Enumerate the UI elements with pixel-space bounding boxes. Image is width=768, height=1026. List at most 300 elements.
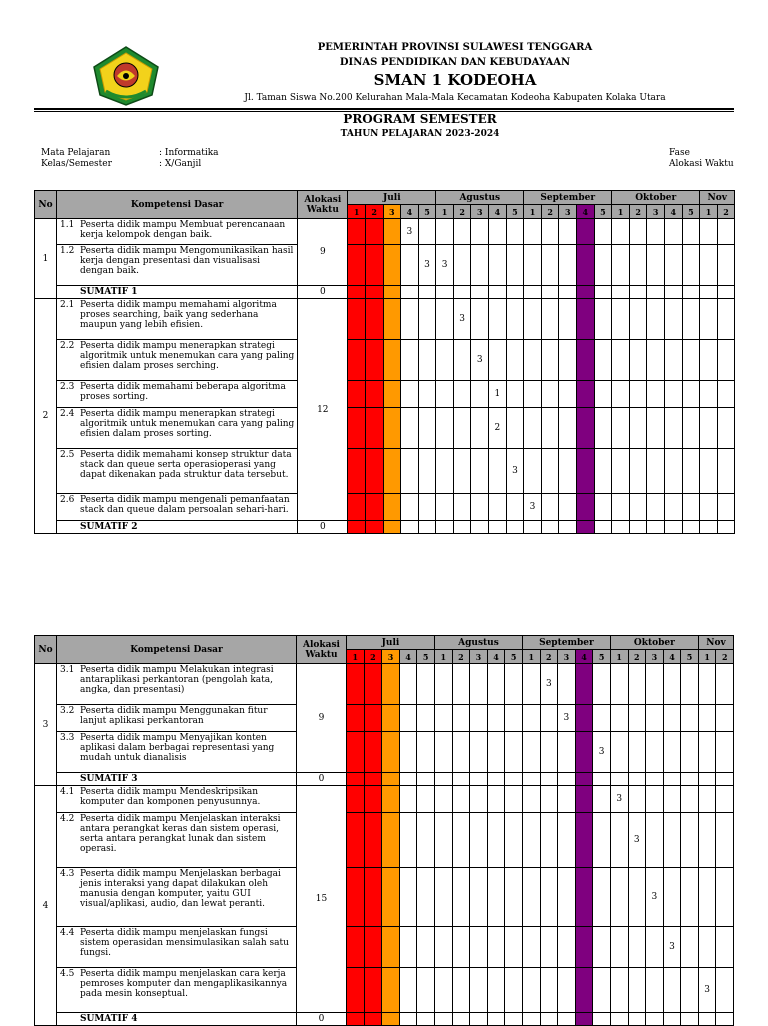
week-cell [365, 381, 383, 408]
week-cell [559, 219, 577, 245]
month-header: Agustus [434, 636, 522, 650]
week-cell [487, 927, 505, 968]
month-header: Nov [698, 636, 733, 650]
kd-text: Peserta didik memahami konsep struktur data stack dan queue serta operasioperasi yang dapat dikenakan pada struktur data tersebut. [80, 450, 292, 480]
week-cell [629, 521, 647, 534]
week-cell [610, 813, 628, 868]
week-cell [540, 927, 558, 968]
week-cell [559, 245, 577, 286]
week-cell [629, 408, 647, 449]
week-header: 3 [559, 205, 577, 219]
week-cell [559, 381, 577, 408]
week-cell [453, 219, 471, 245]
month-header: September [522, 636, 610, 650]
kd-code: 3.1 [60, 665, 75, 675]
week-cell [382, 732, 400, 773]
week-cell [452, 773, 470, 786]
week-cell [436, 408, 454, 449]
week-cell [717, 408, 735, 449]
col-header-alokasi: Alokasi Waktu [298, 191, 348, 219]
document-title: PROGRAM SEMESTER [343, 112, 497, 126]
week-cell: 3 [418, 245, 436, 286]
table-row [35, 521, 735, 534]
week-cell: 1 [489, 381, 507, 408]
week-header: 5 [418, 205, 436, 219]
week-cell: 3 [453, 299, 471, 340]
week-cell [365, 286, 383, 299]
week-cell [401, 521, 419, 534]
week-cell [577, 381, 595, 408]
week-cell [698, 868, 716, 927]
week-cell [383, 449, 401, 494]
table-row [35, 245, 735, 286]
week-cell [698, 813, 716, 868]
week-cell [612, 340, 630, 381]
week-cell [453, 521, 471, 534]
week-cell [436, 381, 454, 408]
week-cell [577, 494, 595, 521]
week-cell [489, 340, 507, 381]
week-cell [665, 494, 683, 521]
week-cell [682, 521, 700, 534]
week-cell [383, 521, 401, 534]
week-cell [681, 705, 699, 732]
week-cell [348, 299, 366, 340]
school-name: SMAN 1 KODEOHA [373, 71, 537, 89]
week-cell [716, 927, 734, 968]
week-cell [382, 786, 400, 813]
kd-item [57, 813, 297, 868]
kd-text: Peserta didik mampu menerapkan strategi algoritmik untuk menemukan cara yang paling efisien dalam proses sorting. [80, 409, 295, 439]
week-cell [434, 664, 452, 705]
week-cell [647, 381, 665, 408]
week-cell [470, 705, 488, 732]
group-number: 3 [35, 664, 57, 786]
week-header: 3 [646, 650, 664, 664]
table-row [35, 813, 734, 868]
sumatif-value: 0 [298, 286, 348, 299]
week-cell [418, 408, 436, 449]
week-cell [470, 813, 488, 868]
kd-text: Peserta didik mampu Mengomunikasikan hasil kerja dengan presentasi dan visualisasi dengan baik. [80, 246, 294, 276]
kd-code: 3.3 [60, 733, 75, 743]
week-cell [575, 705, 593, 732]
week-cell [681, 927, 699, 968]
week-cell [628, 664, 646, 705]
week-cell [436, 219, 454, 245]
week-cell [417, 705, 435, 732]
week-cell [399, 773, 417, 786]
week-cell [594, 299, 612, 340]
kd-code: 1.2 [60, 246, 75, 256]
week-cell [401, 449, 419, 494]
week-cell [383, 494, 401, 521]
week-cell [612, 381, 630, 408]
week-cell [453, 494, 471, 521]
week-cell [577, 286, 595, 299]
week-cell [558, 868, 576, 927]
week-cell [559, 449, 577, 494]
kd-code: 2.6 [60, 495, 75, 505]
kd-code: 4.2 [60, 814, 75, 824]
week-cell [575, 813, 593, 868]
week-cell [682, 340, 700, 381]
week-cell [629, 340, 647, 381]
week-cell [629, 494, 647, 521]
week-cell [665, 340, 683, 381]
sumatif-value: 0 [297, 773, 347, 786]
week-header: 5 [505, 650, 523, 664]
week-cell [665, 449, 683, 494]
week-cell [471, 381, 489, 408]
week-cell [682, 408, 700, 449]
alokasi-value: 15 [297, 786, 347, 1013]
week-cell [506, 219, 524, 245]
kd-item [57, 299, 298, 340]
week-cell [401, 381, 419, 408]
week-cell [383, 299, 401, 340]
week-header: 4 [489, 205, 507, 219]
group-number: 2 [35, 299, 57, 534]
week-cell [665, 245, 683, 286]
week-cell [577, 408, 595, 449]
week-cell [365, 521, 383, 534]
week-cell [471, 219, 489, 245]
kd-item [57, 340, 298, 381]
week-cell [417, 927, 435, 968]
week-cell [717, 494, 735, 521]
schedule-table-1 [34, 190, 735, 534]
week-cell [418, 299, 436, 340]
week-cell [700, 381, 718, 408]
week-cell [541, 245, 559, 286]
kd-text: Peserta didik mampu Menjelaskan berbagai jenis interaksi yang dapat dilakukan oleh manusia dengan komputer, yaitu GUI visual/aplikasi, audio, dan lewat peranti. [80, 869, 281, 909]
week-cell [399, 968, 417, 1013]
week-header: 4 [575, 650, 593, 664]
week-cell [522, 968, 540, 1013]
week-cell [575, 786, 593, 813]
kd-code: 2.5 [60, 450, 75, 460]
week-cell [577, 219, 595, 245]
week-cell [382, 705, 400, 732]
week-cell [505, 927, 523, 968]
week-cell [665, 381, 683, 408]
sumatif-value: 0 [298, 521, 348, 534]
week-header: 5 [682, 205, 700, 219]
week-cell [541, 299, 559, 340]
week-cell [594, 494, 612, 521]
table-row [35, 494, 735, 521]
week-cell [594, 245, 612, 286]
week-cell [452, 664, 470, 705]
week-header: 2 [717, 205, 735, 219]
week-cell [522, 868, 540, 927]
week-cell [558, 664, 576, 705]
week-cell [663, 705, 681, 732]
week-cell [541, 521, 559, 534]
week-cell [682, 219, 700, 245]
week-cell [647, 219, 665, 245]
month-header: Oktober [610, 636, 698, 650]
week-header: 4 [663, 650, 681, 664]
week-cell [505, 813, 523, 868]
week-header: 5 [593, 650, 611, 664]
week-cell [575, 968, 593, 1013]
kd-item [57, 494, 298, 521]
sumatif-label [57, 286, 298, 299]
table-row [35, 732, 734, 773]
col-header-no: No [35, 636, 57, 664]
week-cell [682, 494, 700, 521]
week-cell [610, 968, 628, 1013]
week-cell [452, 968, 470, 1013]
table-row [35, 381, 735, 408]
week-cell [716, 813, 734, 868]
week-cell [594, 219, 612, 245]
week-cell [522, 773, 540, 786]
kd-item [57, 219, 298, 245]
week-cell [399, 786, 417, 813]
week-cell: 3 [401, 219, 419, 245]
sumatif-text: SUMATIF 2 [80, 522, 138, 532]
dept-line: DINAS PENDIDIKAN DAN KEBUDAYAAN [339, 57, 571, 68]
week-cell [348, 340, 366, 381]
month-header: Juli [347, 636, 435, 650]
week-cell [628, 786, 646, 813]
week-cell [593, 786, 611, 813]
week-cell [558, 732, 576, 773]
week-cell [647, 494, 665, 521]
week-cell [506, 381, 524, 408]
col-header-kompetensi: Kompetensi Dasar [57, 636, 297, 664]
week-cell [434, 786, 452, 813]
kd-code: 1.1 [60, 220, 75, 230]
kd-text: Peserta didik mampu memahami algoritma proses searching, baik yang sederhana maupun yang lebih efisien. [80, 300, 277, 330]
week-cell [524, 408, 542, 449]
kd-item [57, 968, 297, 1013]
week-cell [452, 732, 470, 773]
kd-text: Peserta didik mampu Mendeskripsikan komputer dan komponen penyusunnya. [80, 787, 261, 807]
week-cell [347, 773, 365, 786]
week-cell [698, 773, 716, 786]
week-header: 3 [558, 650, 576, 664]
kd-code: 2.3 [60, 382, 75, 392]
week-cell [470, 868, 488, 927]
week-cell [612, 449, 630, 494]
week-cell [436, 494, 454, 521]
kd-item [57, 927, 297, 968]
week-cell [524, 449, 542, 494]
week-cell [399, 705, 417, 732]
week-cell [646, 927, 664, 968]
week-cell [647, 245, 665, 286]
week-header: 3 [382, 650, 400, 664]
week-cell [558, 813, 576, 868]
week-cell [593, 968, 611, 1013]
week-cell [612, 299, 630, 340]
table-row [35, 299, 735, 340]
kd-item [57, 381, 298, 408]
week-cell [365, 299, 383, 340]
sumatif-label [57, 773, 297, 786]
week-header: 4 [665, 205, 683, 219]
sumatif-text: SUMATIF 1 [80, 287, 138, 297]
table-row [35, 705, 734, 732]
week-header: 2 [452, 650, 470, 664]
week-cell [418, 381, 436, 408]
week-header: 1 [348, 205, 366, 219]
week-cell: 3 [593, 732, 611, 773]
week-cell [575, 664, 593, 705]
week-cell [593, 868, 611, 927]
kd-item [57, 664, 297, 705]
week-cell [700, 219, 718, 245]
week-cell [382, 664, 400, 705]
week-cell [489, 299, 507, 340]
week-cell [646, 705, 664, 732]
kd-code: 2.1 [60, 300, 75, 310]
week-header: 2 [541, 205, 559, 219]
week-cell [541, 340, 559, 381]
week-cell [663, 786, 681, 813]
week-cell [401, 340, 419, 381]
week-cell [417, 732, 435, 773]
week-cell [347, 786, 365, 813]
week-cell [383, 286, 401, 299]
week-cell [612, 245, 630, 286]
group-number: 4 [35, 786, 57, 1026]
week-header: 5 [681, 650, 699, 664]
alokasi-value: 9 [298, 219, 348, 286]
week-cell [453, 381, 471, 408]
week-cell [452, 868, 470, 927]
week-cell [524, 381, 542, 408]
week-cell [610, 773, 628, 786]
kelas-label: Kelas/Semester [41, 159, 112, 169]
week-cell [612, 521, 630, 534]
week-cell [610, 664, 628, 705]
kd-item [57, 705, 297, 732]
week-cell [665, 521, 683, 534]
week-cell: 3 [558, 705, 576, 732]
week-cell [453, 286, 471, 299]
week-cell [663, 773, 681, 786]
week-cell [348, 494, 366, 521]
week-cell [401, 245, 419, 286]
week-cell [629, 286, 647, 299]
week-cell [629, 299, 647, 340]
week-cell: 3 [628, 813, 646, 868]
week-cell [524, 340, 542, 381]
table-row [35, 219, 735, 245]
month-header: September [524, 191, 612, 205]
week-cell [698, 664, 716, 705]
month-header: Juli [348, 191, 436, 205]
week-cell [541, 286, 559, 299]
week-cell [716, 786, 734, 813]
week-cell [698, 786, 716, 813]
week-cell [487, 868, 505, 927]
week-cell [347, 968, 365, 1013]
table-row [35, 408, 735, 449]
kd-item [57, 868, 297, 927]
week-cell [558, 773, 576, 786]
week-header: 2 [364, 650, 382, 664]
week-cell [399, 927, 417, 968]
kd-text: Peserta didik memahami beberapa algoritma proses sorting. [80, 382, 286, 402]
week-cell [436, 449, 454, 494]
week-cell [347, 732, 365, 773]
week-cell [612, 408, 630, 449]
table-row [35, 773, 734, 786]
week-cell [559, 286, 577, 299]
week-cell [417, 664, 435, 705]
week-cell [577, 245, 595, 286]
school-year: TAHUN PELAJARAN 2023-2024 [340, 129, 500, 139]
week-cell [348, 286, 366, 299]
week-cell [347, 705, 365, 732]
week-cell [629, 245, 647, 286]
week-cell [452, 927, 470, 968]
week-cell [610, 732, 628, 773]
week-cell [348, 219, 366, 245]
week-cell [418, 286, 436, 299]
week-cell [681, 773, 699, 786]
week-cell [434, 968, 452, 1013]
week-cell [698, 927, 716, 968]
week-cell [489, 219, 507, 245]
week-header: 1 [522, 650, 540, 664]
week-cell [681, 968, 699, 1013]
week-header: 1 [612, 205, 630, 219]
week-cell [665, 286, 683, 299]
week-cell [717, 219, 735, 245]
week-cell [364, 927, 382, 968]
week-cell [489, 449, 507, 494]
week-cell [559, 299, 577, 340]
week-cell [540, 773, 558, 786]
kd-text: Peserta didik mampu Menggunakan fitur lanjut aplikasi perkantoran [80, 706, 268, 726]
week-cell [471, 299, 489, 340]
week-cell [682, 245, 700, 286]
week-cell [436, 521, 454, 534]
week-cell: 3 [506, 449, 524, 494]
kd-item [57, 408, 298, 449]
week-cell [383, 245, 401, 286]
kd-code: 2.4 [60, 409, 75, 419]
kd-code: 4.4 [60, 928, 75, 938]
kd-text: Peserta didik mampu menjelaskan cara kerja pemroses komputer dan mengaplikasikannya pada mesin konseptual. [80, 969, 288, 999]
week-header: 3 [647, 205, 665, 219]
week-cell [647, 449, 665, 494]
week-cell [524, 521, 542, 534]
kd-code: 4.1 [60, 787, 75, 797]
week-header: 4 [401, 205, 419, 219]
kd-text: Peserta didik mampu menerapkan strategi algoritmik untuk menemukan cara yang paling efisien dalam proses serching. [80, 341, 295, 371]
week-cell [594, 381, 612, 408]
week-cell [559, 408, 577, 449]
week-cell [365, 494, 383, 521]
week-cell [628, 732, 646, 773]
week-cell [716, 732, 734, 773]
week-cell [717, 340, 735, 381]
week-cell [541, 219, 559, 245]
month-header: Oktober [612, 191, 700, 205]
week-cell [716, 868, 734, 927]
table-row [35, 786, 734, 813]
week-cell [700, 494, 718, 521]
week-cell [506, 245, 524, 286]
